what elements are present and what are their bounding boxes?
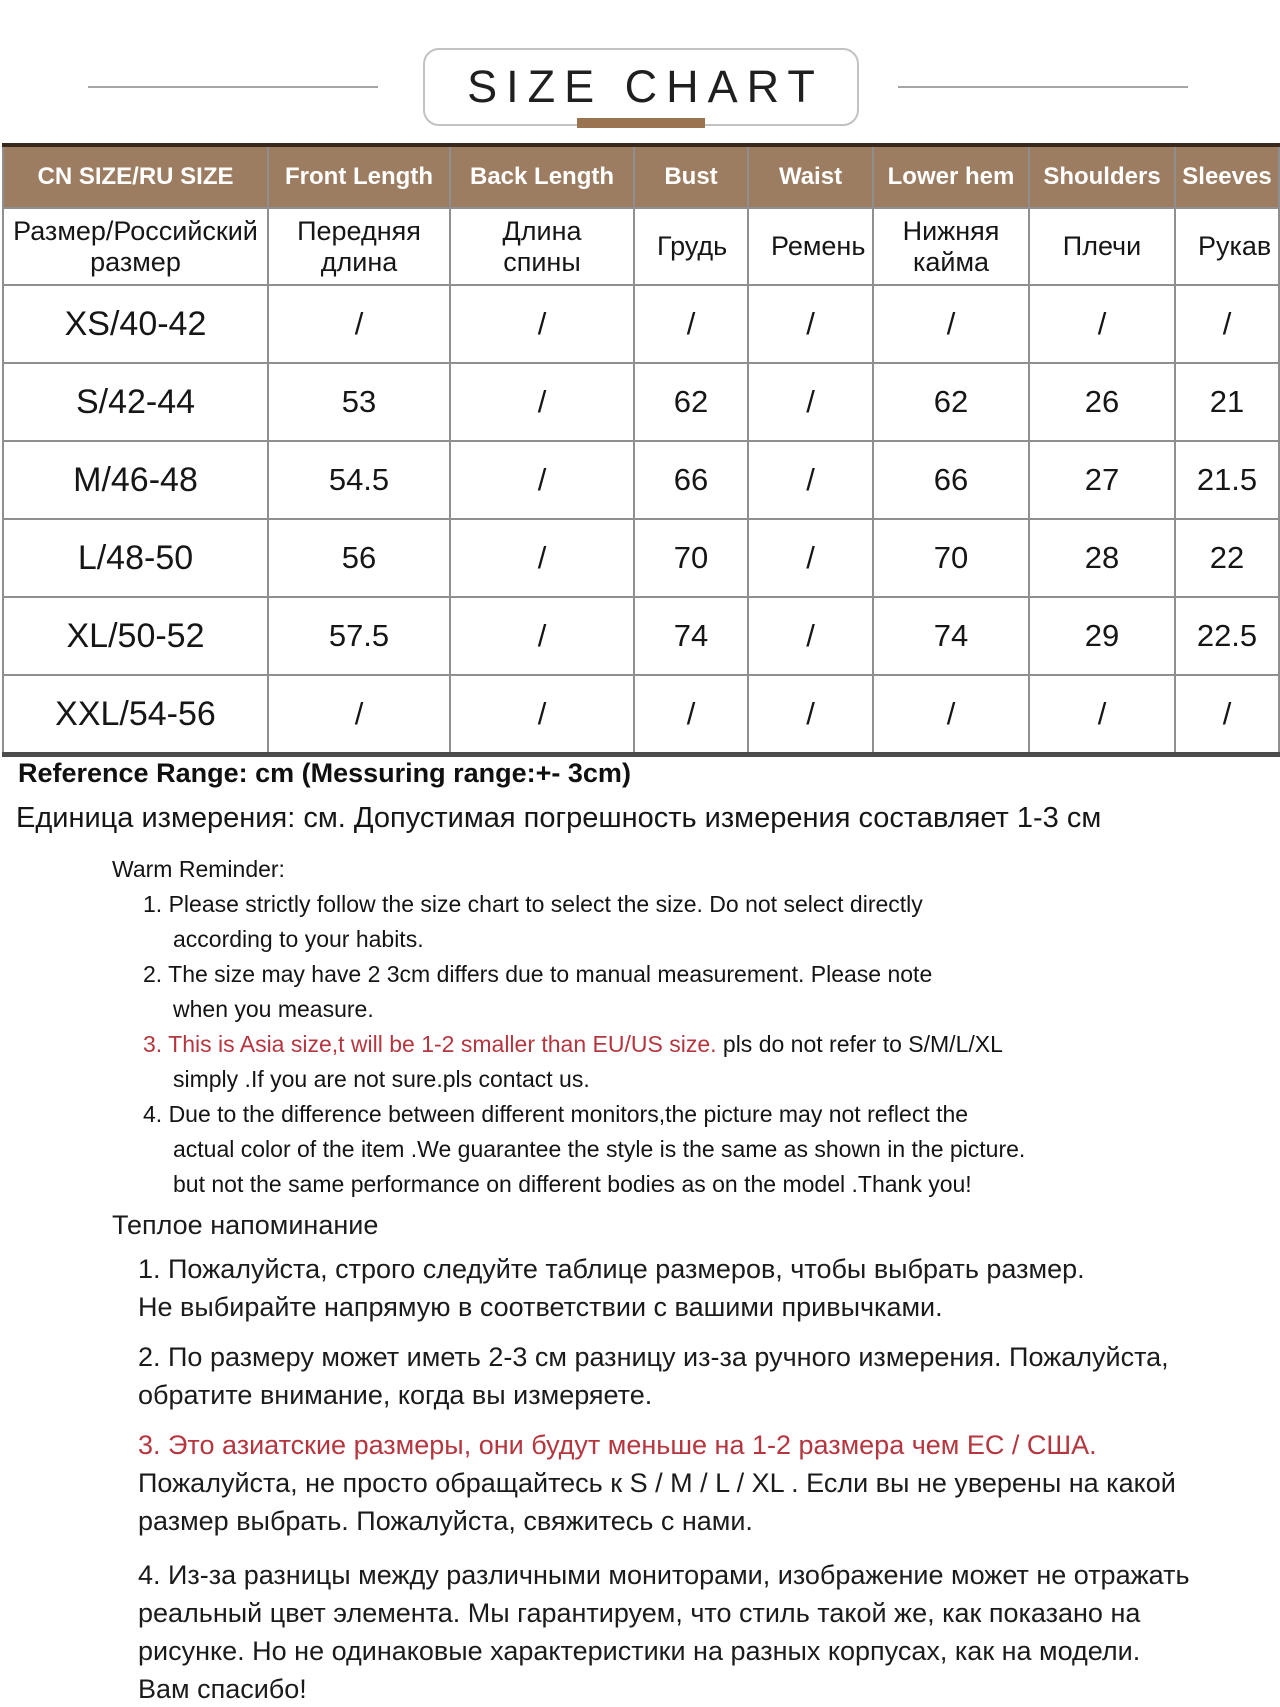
size-table <box>2 143 1280 757</box>
size-label-cell: L/48-50 <box>3 519 268 597</box>
reminder-line: размер выбрать. Пожалуйста, свяжитесь с нами. <box>138 1506 753 1536</box>
reminder-line: реальный цвет элемента. Мы гарантируем, что стиль такой же, как показано на <box>138 1598 1141 1628</box>
column-header-ru: Грудь <box>634 208 748 285</box>
table-row <box>3 441 1279 519</box>
warm-reminder-item-2 <box>143 957 1025 1027</box>
column-header-ru: Плечи <box>1029 208 1175 285</box>
size-table-body <box>3 285 1279 755</box>
measurement-cell: 66 <box>873 441 1029 519</box>
size-label-cell: XXL/54-56 <box>3 675 268 755</box>
reminder-line: according to your habits. <box>173 926 424 952</box>
measurement-cell: / <box>748 441 873 519</box>
column-header-en: Bust <box>634 145 748 208</box>
reminder-line: but not the same performance on different bodies as on the model .Thank you! <box>173 1171 972 1197</box>
measurement-cell: 29 <box>1029 597 1175 675</box>
measurement-cell: 28 <box>1029 519 1175 597</box>
warm-reminder-item-4 <box>143 1097 1025 1202</box>
column-header-ru: Нижняя кайма <box>873 208 1029 285</box>
reminder-line: 1. Пожалуйста, строго следуйте таблице размеров, чтобы выбрать размер. <box>138 1254 1085 1284</box>
column-header-en: Waist <box>748 145 873 208</box>
reminder-line: actual color of the item .We guarantee the style is the same as shown in the picture. <box>173 1136 1026 1162</box>
column-header-ru: Передняя длина <box>268 208 450 285</box>
measurement-cell: / <box>748 675 873 755</box>
ru-reminder-title: Теплое напоминание <box>112 1210 379 1240</box>
ru-reminder-item-3 <box>138 1426 1190 1540</box>
measurement-cell: 70 <box>873 519 1029 597</box>
measurement-cell: / <box>1029 675 1175 755</box>
asia-size-warning-en: 3. This is Asia size,t will be 1-2 smaller than EU/US size. <box>143 1031 717 1057</box>
measurement-cell: 21.5 <box>1175 441 1279 519</box>
column-header-en: Back Length <box>450 145 634 208</box>
column-header-ru: Рукав <box>1175 208 1279 285</box>
reminder-line: 1. Please strictly follow the size chart to select the size. Do not select directly <box>143 891 923 917</box>
measurement-cell: / <box>268 285 450 363</box>
warm-reminder-item-3 <box>143 1027 1025 1097</box>
table-row <box>3 363 1279 441</box>
ru-reminder-item-2 <box>138 1338 1190 1414</box>
column-header-en: Lower hem <box>873 145 1029 208</box>
measurement-cell: 62 <box>873 363 1029 441</box>
measurement-cell: / <box>748 597 873 675</box>
measurement-cell: / <box>873 675 1029 755</box>
measurement-cell: / <box>873 285 1029 363</box>
reminder-line: Пожалуйста, не просто обращайтесь к S / M / L / XL . Если вы не уверены на какой <box>138 1468 1176 1498</box>
measurement-cell: 22.5 <box>1175 597 1279 675</box>
measurement-cell: 56 <box>268 519 450 597</box>
measurement-cell: 70 <box>634 519 748 597</box>
reminder-line <box>143 1027 1025 1062</box>
measurement-cell: / <box>1175 675 1279 755</box>
warm-reminder-items <box>143 887 1025 1202</box>
page-title: SIZE CHART <box>467 61 824 112</box>
reminder-line: рисунке. Но не одинаковые характеристики на разных корпусах, как на модели. <box>138 1636 1141 1666</box>
measurement-cell: 21 <box>1175 363 1279 441</box>
header-row-ru <box>3 208 1279 285</box>
reminder-line: simply .If you are not sure.pls contact us. <box>173 1066 590 1092</box>
reference-range-en: Reference Range: cm (Messuring range:+- 3cm) <box>18 758 631 788</box>
measurement-cell: / <box>748 285 873 363</box>
ru-reminder-section <box>112 1206 1190 1707</box>
ru-reminder-item-1 <box>138 1250 1190 1326</box>
measurement-cell: / <box>450 597 634 675</box>
table-row <box>3 675 1279 755</box>
reminder-line: 2. The size may have 2 3cm differs due to manual measurement. Please note <box>143 961 933 987</box>
title-divider-left <box>88 86 378 88</box>
measurement-cell: / <box>634 285 748 363</box>
size-table-head <box>3 145 1279 285</box>
measurement-cell: / <box>1029 285 1175 363</box>
column-header-ru: Размер/Российский размер <box>3 208 268 285</box>
warm-reminder-title: Warm Reminder: <box>112 856 285 882</box>
title-band <box>0 48 1280 128</box>
measurement-cell: 26 <box>1029 363 1175 441</box>
measurement-cell: 62 <box>634 363 748 441</box>
reminder-line: 2. По размеру может иметь 2-3 см разницу из-за ручного измерения. Пожалуйста, <box>138 1342 1169 1372</box>
column-header-ru: Ремень <box>748 208 873 285</box>
warm-reminder-section <box>112 852 1025 1202</box>
measurement-cell: 74 <box>634 597 748 675</box>
reminder-line: 4. Из-за разницы между различными мониторами, изображение может не отражать <box>138 1560 1190 1590</box>
column-header-ru: Длина спины <box>450 208 634 285</box>
table-row <box>3 519 1279 597</box>
table-row <box>3 285 1279 363</box>
reminder-line-tail: pls do not refer to S/M/L/XL <box>716 1031 1003 1057</box>
asia-size-warning-ru: 3. Это азиатские размеры, они будут меньше на 1-2 размера чем ЕС / США. <box>138 1430 1097 1460</box>
size-label-cell: M/46-48 <box>3 441 268 519</box>
warm-reminder-item-1 <box>143 887 1025 957</box>
reminder-line: обратите внимание, когда вы измеряете. <box>138 1380 653 1410</box>
size-chart-title-box <box>423 48 859 126</box>
size-label-cell: XL/50-52 <box>3 597 268 675</box>
reminder-line: Не выбирайте напрямую в соответствии с вашими привычками. <box>138 1292 943 1322</box>
measurement-cell: / <box>748 363 873 441</box>
measurement-cell: / <box>268 675 450 755</box>
measurement-cell: / <box>450 675 634 755</box>
measurement-cell: / <box>450 285 634 363</box>
title-underline-bar <box>577 118 705 128</box>
measurement-cell: / <box>1175 285 1279 363</box>
measurement-cell: / <box>450 441 634 519</box>
column-header-en: Shoulders <box>1029 145 1175 208</box>
title-divider-right <box>898 86 1188 88</box>
column-header-en: CN SIZE/RU SIZE <box>3 145 268 208</box>
reminder-line: 4. Due to the difference between different monitors,the picture may not reflect the <box>143 1101 969 1127</box>
measurement-cell: 27 <box>1029 441 1175 519</box>
measurement-cell: 54.5 <box>268 441 450 519</box>
measurement-cell: 74 <box>873 597 1029 675</box>
measurement-cell: 53 <box>268 363 450 441</box>
reminder-line: Вам спасибо! <box>138 1674 307 1704</box>
measurement-cell: / <box>748 519 873 597</box>
measurement-cell: / <box>450 363 634 441</box>
header-row-en <box>3 145 1279 208</box>
reminder-line: when you measure. <box>173 996 374 1022</box>
measurement-cell: 57.5 <box>268 597 450 675</box>
measurement-cell: 66 <box>634 441 748 519</box>
column-header-en: Front Length <box>268 145 450 208</box>
size-label-cell: XS/40-42 <box>3 285 268 363</box>
ru-reminder-items <box>138 1250 1190 1707</box>
measurement-cell: / <box>634 675 748 755</box>
ru-reminder-item-4 <box>138 1556 1190 1707</box>
reference-range-ru: Единица измерения: см. Допустимая погрешность измерения составляет 1-3 см <box>16 802 1102 834</box>
measurement-cell: / <box>450 519 634 597</box>
table-row <box>3 597 1279 675</box>
measurement-cell: 22 <box>1175 519 1279 597</box>
column-header-en: Sleeves <box>1175 145 1279 208</box>
size-label-cell: S/42-44 <box>3 363 268 441</box>
